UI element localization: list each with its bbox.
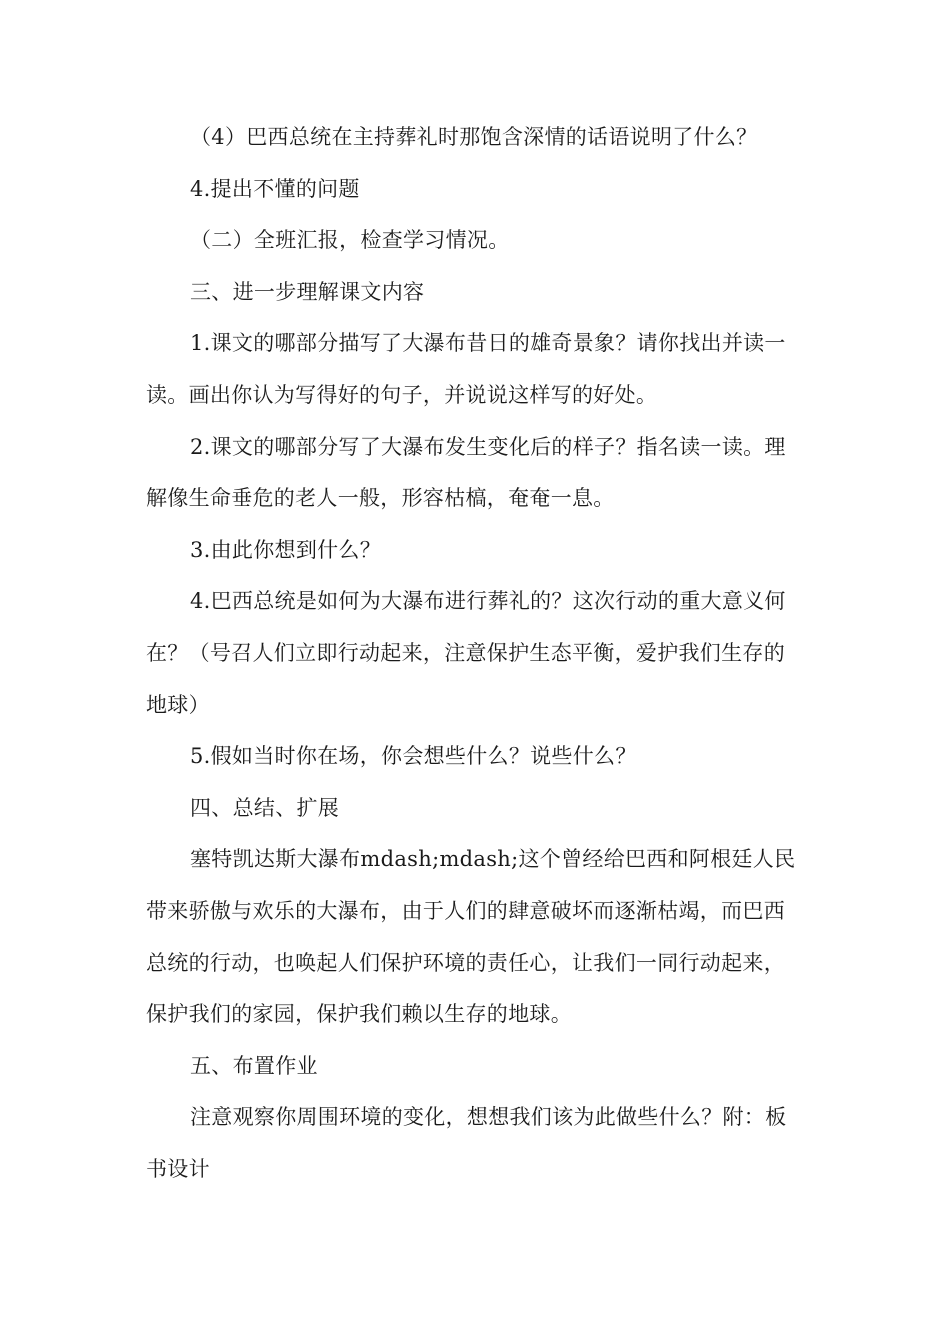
heading-section-5: 五、布置作业 — [190, 1053, 318, 1078]
paragraph-question-4: （4）巴西总统在主持葬礼时那饱含深情的话语说明了什么？ — [190, 125, 758, 149]
paragraph-homework: 注意观察你周围环境的变化，想想我们该为此做些什么？附：板书设计 — [146, 1105, 787, 1181]
paragraph-item-1: 1.课文的哪部分描写了大瀑布昔日的雄奇景象？请你找出并读一读。画出你认为写得好的句子，并说说这样写的好处。 — [146, 331, 786, 407]
paragraph-item-4: 4.巴西总统是如何为大瀑布进行葬礼的？这次行动的重大意义何在？（号召人们立即行动起来，注意保护生态平衡，爱护我们生存的地球） — [146, 589, 786, 717]
paragraph-item-3: 3.由此你想到什么？ — [190, 537, 382, 562]
document-body — [146, 112, 806, 1195]
paragraph-class-report: （二）全班汇报，检查学习情况。 — [190, 228, 510, 253]
paragraph-item-5: 5.假如当时你在场，你会想些什么？说些什么？ — [190, 744, 637, 769]
paragraph-raise-questions: 4.提出不懂的问题 — [190, 176, 360, 201]
paragraph-summary: 塞特凯达斯大瀑布mdash;mdash;这个曾经给巴西和阿根廷人民带来骄傲与欢乐的大瀑布，由于人们的肆意破坏而逐渐枯竭，而巴西总统的行动，也唤起人们保护环境的责任心，让我们一同行动起来，保护我们的家园，保护我们赖以生存的地球。 — [146, 847, 796, 1027]
heading-section-4: 四、总结、扩展 — [190, 795, 340, 820]
paragraph-item-2: 2.课文的哪部分写了大瀑布发生变化后的样子？指名读一读。理解像生命垂危的老人一般，形容枯槁，奄奄一息。 — [146, 434, 786, 511]
heading-section-3: 三、进一步理解课文内容 — [190, 279, 425, 304]
